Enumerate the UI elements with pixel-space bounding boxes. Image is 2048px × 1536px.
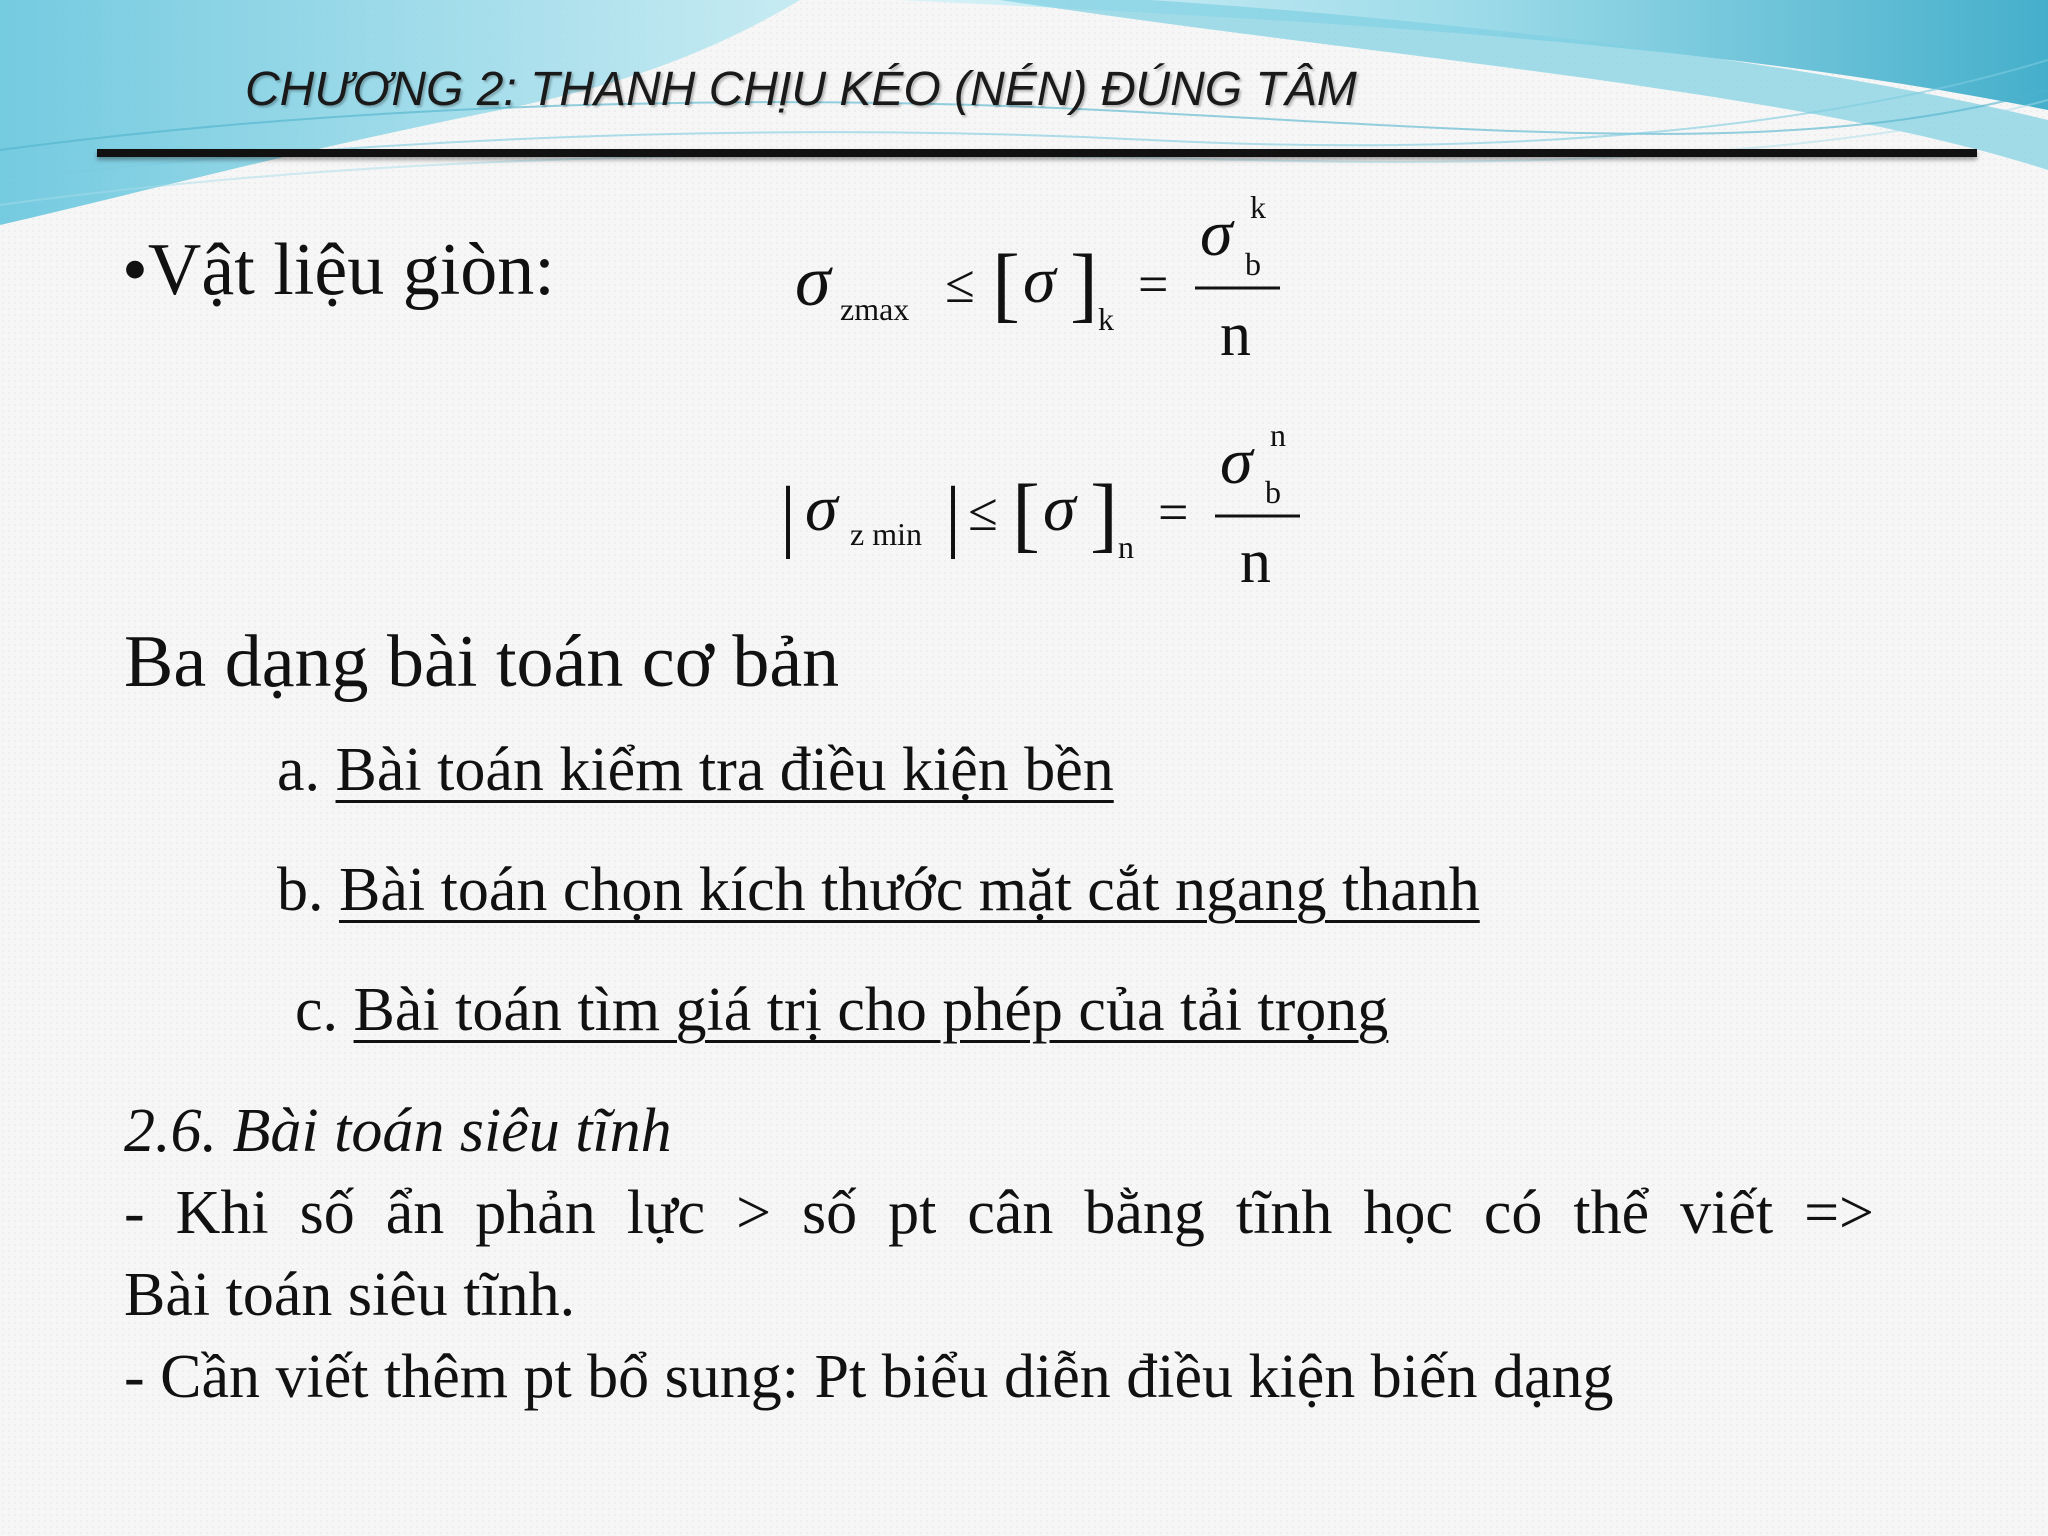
f1-num-sup: k — [1250, 190, 1266, 225]
f2-bracket-close: ] — [1090, 468, 1118, 561]
f2-bracket-open: [ — [1012, 468, 1040, 561]
title-underline-rule — [97, 149, 1977, 157]
f1-bracket-close: ] — [1070, 238, 1098, 331]
slide-title: CHƯƠNG 2: THANH CHỊU KÉO (NÉN) ĐÚNG TÂM — [245, 63, 1357, 116]
item-text: Bài toán kiểm tra điều kiện bền — [335, 736, 1114, 804]
f2-bracket-sub: n — [1118, 529, 1134, 565]
item-text: Bài toán chọn kích thước mặt cắt ngang thanh — [339, 856, 1480, 924]
paragraph-line: - Cần viết thêm pt bổ sung: Pt biểu diễn điều kiện biến dạng — [124, 1343, 1614, 1411]
item-marker: c. — [295, 976, 354, 1044]
bullet-heading: •Vật liệu giòn: — [122, 229, 555, 311]
section-heading: Ba dạng bài toán cơ bản — [124, 621, 840, 703]
f2-sigma-inner: σ — [1043, 472, 1076, 545]
item-text: Bài toán tìm giá trị cho phép của tải trọng — [353, 976, 1389, 1044]
f2-denominator: n — [1240, 528, 1271, 596]
f2-abs-right: | — [945, 472, 962, 560]
f2-num-sigma: σ — [1220, 425, 1253, 498]
f1-sub-left: zmax — [840, 291, 910, 327]
formula-tension — [780, 190, 1340, 390]
formula-compression — [780, 420, 1340, 620]
paragraph-line: - Khi số ẩn phản lực > số pt cân bằng tĩnh học có thể viết => — [124, 1179, 1874, 1247]
superstatic-paragraph — [124, 1090, 1874, 1418]
paragraph-line: Bài toán siêu tĩnh. — [124, 1261, 576, 1329]
item-marker: a. — [277, 736, 336, 804]
list-item — [295, 975, 1388, 1046]
f2-sigma: σ — [805, 472, 838, 545]
f2-num-sup: n — [1270, 420, 1286, 453]
f2-equals: = — [1158, 482, 1189, 542]
item-marker: b. — [277, 856, 339, 924]
list-item — [277, 735, 1114, 806]
list-item — [277, 855, 1480, 926]
f1-equals: = — [1138, 254, 1169, 314]
f1-num-sigma: σ — [1200, 197, 1233, 270]
f1-sigma-inner: σ — [1023, 244, 1056, 317]
f1-num-sub: b — [1245, 246, 1261, 282]
f2-num-sub: b — [1265, 474, 1281, 510]
f1-sigma: σ — [795, 241, 831, 321]
f2-abs-left: | — [780, 472, 797, 560]
f1-bracket-sub: k — [1098, 301, 1114, 337]
f1-leq: ≤ — [945, 254, 975, 314]
f1-denominator: n — [1220, 301, 1251, 369]
subsection-title: 2.6. Bài toán siêu tĩnh — [124, 1097, 672, 1165]
f2-sub-left: z min — [850, 516, 922, 552]
f1-bracket-open: [ — [992, 238, 1020, 331]
f2-leq: ≤ — [968, 482, 998, 542]
